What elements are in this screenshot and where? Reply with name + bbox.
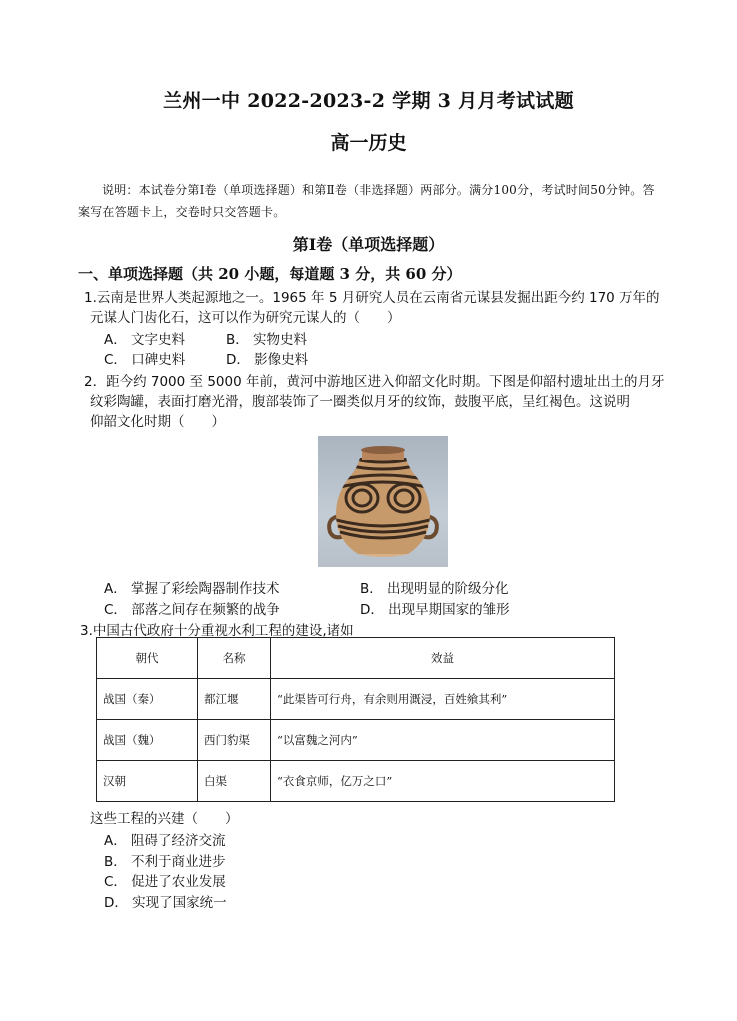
q2-option-d: D． 出现早期国家的雏形 [360,602,510,618]
table-cell-benefit: “衣食京师，亿万之口” [271,761,615,802]
q1-option-a: A． 文字史料 [104,332,186,348]
table-cell-benefit: “以富魏之河内” [271,720,615,761]
q1-stem-line1: 1.云南是世界人类起源地之一。1965 年 5 月研究人员在云南省元谋县发掘出距今约 170 万年的 [84,290,660,306]
table-row [97,761,615,802]
q3-stem-line2: 这些工程的兴建（ ） [90,811,239,827]
q2-stem-line2: 纹彩陶罐，表面打磨光滑，腹部装饰了一圈类似月牙的纹饰，鼓腹平底，呈红褐色。这说明 [90,394,630,410]
table-cell-dynasty: 汉朝 [97,761,198,802]
water-projects-table [96,637,615,802]
table-header-row [97,638,615,679]
table-cell-dynasty: 战国（秦） [97,679,198,720]
q3-option-b: B． 不利于商业进步 [104,854,226,870]
painted-pottery-jar-image [318,436,448,567]
q2-option-c: C． 部落之间存在频繁的战争 [104,602,280,618]
table-cell-name: 白渠 [198,761,271,802]
exam-instructions: 说明：本试卷分第Ⅰ卷（单项选择题）和第Ⅱ卷（非选择题）两部分。满分100分，考试时间50分钟。答案写在答题卡上，交卷时只交答题卡。 [78,183,655,219]
pottery-jar-illustration [318,436,448,567]
table-header-dynasty: 朝代 [97,638,198,679]
q1-stem-line2: 元谋人门齿化石，这可以作为研究元谋人的（ ） [90,310,401,326]
table-header-name: 名称 [198,638,271,679]
q3-option-c: C． 促进了农业发展 [104,874,226,890]
q2-stem-line3: 仰韶文化时期（ ） [90,414,225,430]
q1-option-d: D． 影像史料 [226,352,309,368]
table-cell-dynasty: 战国（魏） [97,720,198,761]
table-row [97,679,615,720]
q3-stem-line1: 3.中国古代政府十分重视水利工程的建设,诸如 [80,623,354,639]
q2-option-a: A． 掌握了彩绘陶器制作技术 [104,581,280,597]
table-cell-name: 西门豹渠 [198,720,271,761]
q3-option-d: D． 实现了国家统一 [104,895,227,911]
exam-title: 兰州一中 2022-2023-2 学期 3 月月考试试题 [163,90,574,112]
table-cell-name: 都江堰 [198,679,271,720]
q3-option-a: A． 阻碍了经济交流 [104,833,226,849]
part-heading: 一、单项选择题（共 20 小题，每道题 3 分，共 60 分） [78,265,462,283]
q1-option-c: C． 口碑史料 [104,352,186,368]
q2-stem-line1: 2．距今约 7000 至 5000 年前，黄河中游地区进入仰韶文化时期。下图是仰韶村遗址出土的月牙 [84,374,665,390]
q2-option-b: B． 出现明显的阶级分化 [360,581,509,597]
table-row [97,720,615,761]
section-title: 第Ⅰ卷（单项选择题） [292,235,445,254]
table-header-benefit: 效益 [271,638,615,679]
table-cell-benefit: “此渠皆可行舟，有余则用溉浸，百姓飨其利” [271,679,615,720]
exam-subject: 高一历史 [330,132,407,154]
q1-option-b: B． 实物史料 [226,332,308,348]
